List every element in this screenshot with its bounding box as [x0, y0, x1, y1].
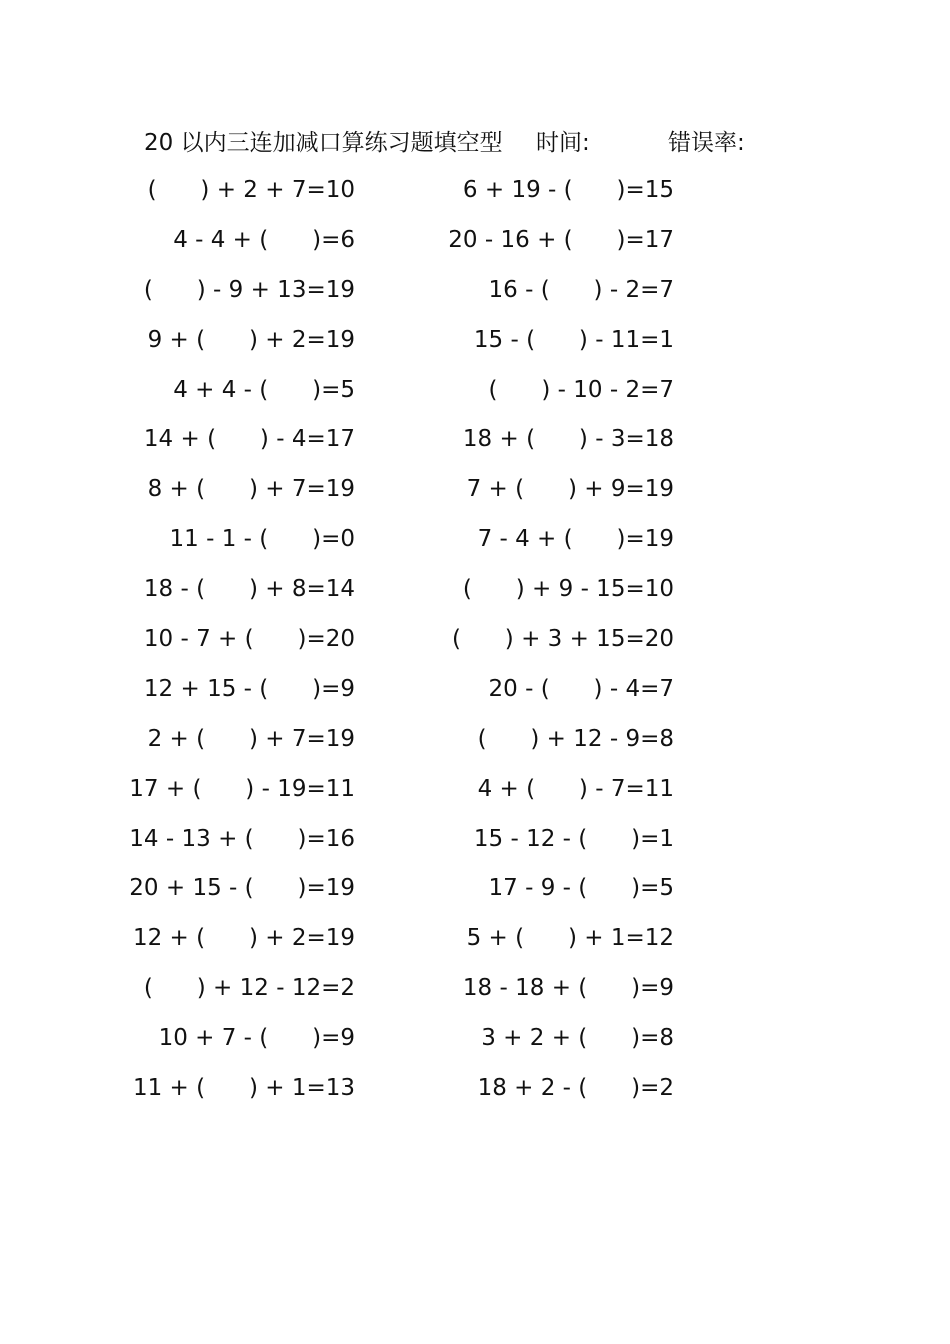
exercise-right: 6 + 19 - ( )=15 [462, 177, 674, 203]
exercise-right: 5 + ( ) + 1=12 [466, 925, 674, 952]
exercise-row [0, 370, 950, 420]
exercise-row [0, 1018, 950, 1068]
exercise-right: ( ) + 3 + 15=20 [451, 626, 674, 653]
exercise-left: 10 - 7 + ( )=20 [143, 626, 355, 653]
exercise-row [0, 819, 950, 869]
exercise-row [0, 769, 950, 819]
exercise-left: 11 - 1 - ( )=0 [169, 526, 355, 553]
exercise-right: 7 + ( ) + 9=19 [466, 476, 674, 503]
exercise-row [0, 170, 950, 220]
exercise-right: 3 + 2 + ( )=8 [481, 1025, 674, 1052]
exercise-right: ( ) + 12 - 9=8 [477, 725, 674, 752]
exercise-right: 15 - ( ) - 11=1 [473, 326, 674, 353]
exercise-right: 4 + ( ) - 7=11 [477, 775, 674, 802]
exercise-row [0, 569, 950, 619]
exercise-right: 16 - ( ) - 2=7 [488, 276, 674, 303]
exercise-row [0, 1068, 950, 1118]
exercise-left: 4 - 4 + ( )=6 [173, 226, 355, 253]
exercise-right: 20 - ( ) - 4=7 [488, 675, 674, 702]
exercise-right: 18 - 18 + ( )=9 [462, 975, 674, 1002]
worksheet-title: 20 以内三连加减口算练习题填空型 [144, 130, 503, 156]
exercise-row [0, 320, 950, 370]
exercise-left: 12 + ( ) + 2=19 [132, 925, 355, 952]
exercise-right: 7 - 4 + ( )=19 [477, 526, 674, 553]
exercise-left: 11 + ( ) + 1=13 [132, 1075, 355, 1102]
exercise-right: ( ) - 10 - 2=7 [488, 376, 674, 403]
time-label: 时间: [536, 130, 590, 156]
exercise-right: ( ) + 9 - 15=10 [462, 576, 674, 603]
exercise-left: 8 + ( ) + 7=19 [147, 476, 355, 503]
exercise-left: 4 + 4 - ( )=5 [173, 376, 355, 403]
exercise-grid [0, 170, 950, 1118]
worksheet-header [0, 126, 950, 160]
exercise-row [0, 968, 950, 1018]
exercise-right: 20 - 16 + ( )=17 [448, 226, 674, 253]
exercise-right: 15 - 12 - ( )=1 [473, 825, 674, 852]
exercise-row [0, 220, 950, 270]
exercise-left: 18 - ( ) + 8=14 [143, 576, 355, 603]
error-rate-label: 错误率: [668, 130, 745, 156]
exercise-row [0, 419, 950, 469]
exercise-right: 18 + ( ) - 3=18 [462, 426, 674, 453]
exercise-row [0, 270, 950, 320]
exercise-right: 17 - 9 - ( )=5 [488, 875, 674, 902]
exercise-row [0, 868, 950, 918]
exercise-row [0, 669, 950, 719]
exercise-left: 17 + ( ) - 19=11 [129, 775, 355, 802]
exercise-left: 10 + 7 - ( )=9 [158, 1025, 355, 1052]
exercise-row [0, 619, 950, 669]
exercise-row [0, 719, 950, 769]
exercise-left: ( ) + 2 + 7=10 [147, 177, 355, 203]
exercise-row [0, 519, 950, 569]
exercise-left: ( ) - 9 + 13=19 [143, 276, 355, 303]
exercise-left: 14 + ( ) - 4=17 [143, 426, 355, 453]
exercise-left: 2 + ( ) + 7=19 [147, 725, 355, 752]
exercise-left: ( ) + 12 - 12=2 [143, 975, 355, 1002]
exercise-left: 12 + 15 - ( )=9 [143, 675, 355, 702]
exercise-row [0, 469, 950, 519]
exercise-left: 20 + 15 - ( )=19 [129, 875, 355, 902]
exercise-left: 14 - 13 + ( )=16 [129, 825, 355, 852]
exercise-left: 9 + ( ) + 2=19 [147, 326, 355, 353]
exercise-right: 18 + 2 - ( )=2 [477, 1075, 674, 1102]
exercise-row [0, 918, 950, 968]
